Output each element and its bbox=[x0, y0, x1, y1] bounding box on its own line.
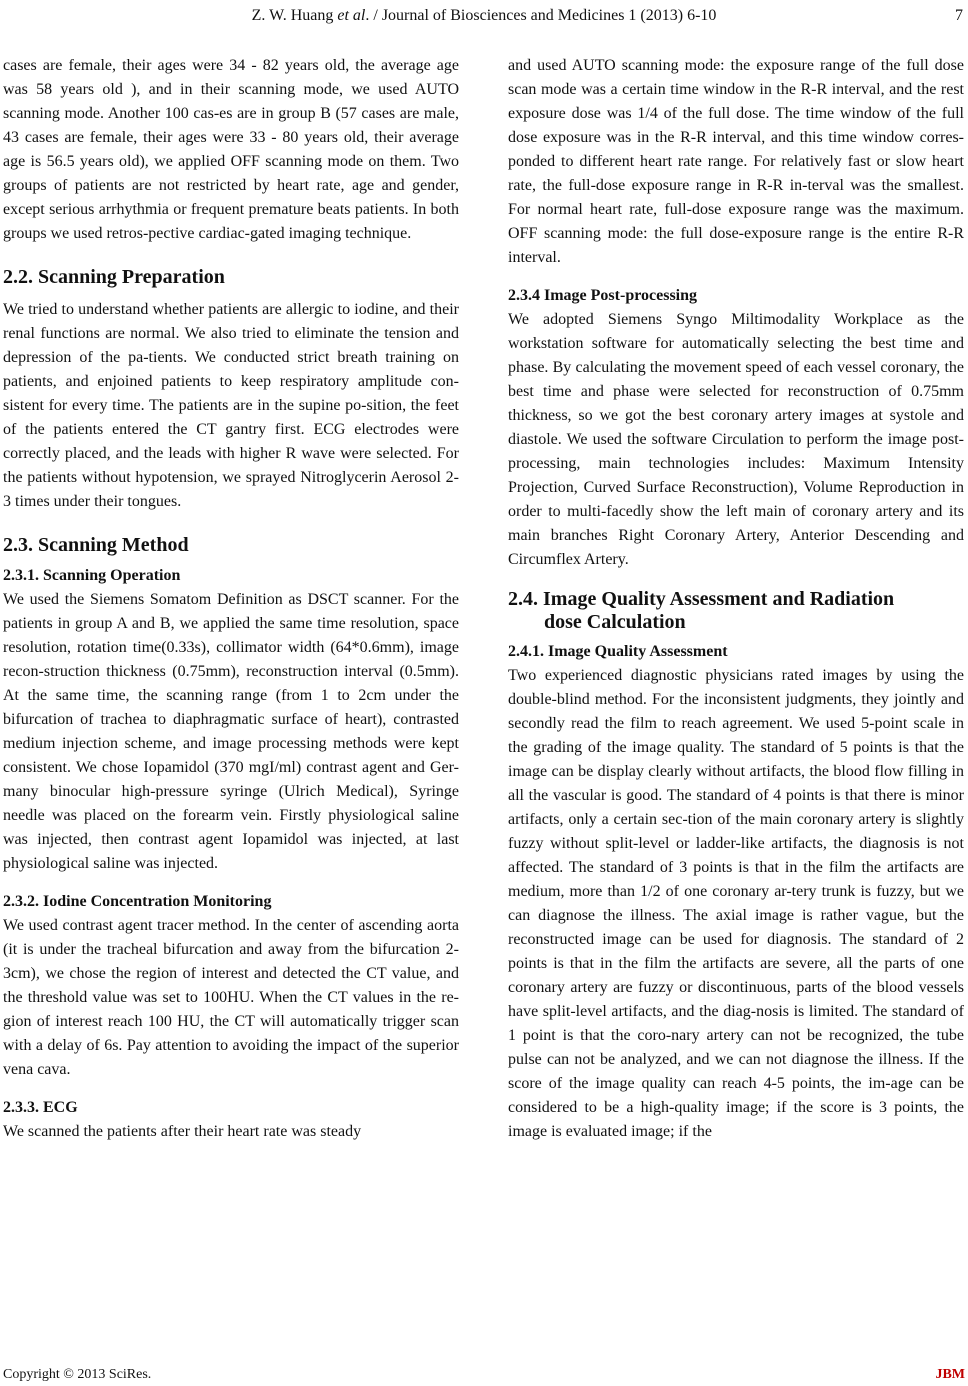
heading-2-4 bbox=[508, 588, 964, 634]
heading-2-3: 2.3. Scanning Method bbox=[3, 534, 189, 556]
journal-abbreviation: JBM bbox=[935, 1367, 965, 1382]
paragraph-continued: and used AUTO scanning mode: the exposure range of the full dose scan mode was a certain time window in the R-R interval, and the rest exposure dose was 1/4 of the full dose. The time window of the full dose exposure was in the R-R interval, and this time window corres-ponded to different heart rate range. For relatively fast or slow heart rate, the full-dose exposure range in R-R in-terval was the smallest. For normal heart rate, full-dose exposure range was the maximum. OFF scanning mode: the full dose-exposure range is the entire R-R interval. bbox=[508, 57, 964, 266]
paragraph-2-3-2: We used contrast agent tracer method. In the center of ascending aorta (it is under the tracheal bifurcation and away from the bifurcation 2-3cm), we chose the region of interest and detected the CT value, and the threshold value was set to 100HU. When the CT values in the re-gion of interest reach 100 HU, the CT will automatically trigger scan with a delay of 6s. Pay attention to avoiding the impact of the superior vena cava. bbox=[3, 917, 459, 1078]
heading-2-3-3: 2.3.3. ECG bbox=[3, 1099, 78, 1116]
heading-2-3-1: 2.3.1. Scanning Operation bbox=[3, 567, 181, 584]
paragraph-2-3-3: We scanned the patients after their heart rate was steady bbox=[3, 1123, 362, 1140]
paragraph-2-2: We tried to understand whether patients are allergic to iodine, and their renal functions are normal. We also tried to eliminate the tension and depression of the pa-tients. We conducted strict breath training on patients, and enjoined patients to keep respiratory amplitude con-sistent for every time. The patients are in the supine po-sition, the feet of the patients entered the CT gantry first. ECG electrodes were correctly placed, and the leads with higher R wave were selected. For the patients without hypotension, we sprayed Nitroglycerin Aerosol 2-3 times under their tongues. bbox=[3, 301, 459, 510]
heading-2-2: 2.2. Scanning Preparation bbox=[3, 266, 225, 288]
paragraph-intro: cases are female, their ages were 34 - 82 years old, the average age was 58 years old ), and in their scanning mode, we used AUTO scanning mode. Another 100 cas-es are in group B (57 cases are male, 43 cases are female, their ages were 33 - 80 years old, their average age is 56.5 years old), we applied OFF scanning mode on them. Two groups of patients are not restricted by heart rate, age and gender, except serious arrhythmia or frequent premature beats patients. In both groups we used retros-pective cardiac-gated imaging technique. bbox=[3, 57, 459, 242]
page-footer bbox=[3, 1366, 965, 1386]
heading-2-4-line1: 2.4. Image Quality Assessment and Radiation bbox=[508, 588, 895, 610]
page-number: 7 bbox=[955, 7, 963, 24]
left-column bbox=[3, 54, 459, 1144]
running-title: Z. W. Huang et al. / Journal of Biosciences and Medicines 1 (2013) 6-10 bbox=[251, 7, 717, 24]
copyright-notice: Copyright © 2013 SciRes. bbox=[3, 1367, 152, 1382]
running-header bbox=[0, 4, 968, 28]
heading-2-4-1: 2.4.1. Image Quality Assessment bbox=[508, 643, 728, 660]
heading-2-4-line2: dose Calculation bbox=[544, 611, 686, 633]
et-al: et al bbox=[337, 7, 366, 24]
paragraph-2-3-4: We adopted Siemens Syngo Miltimodality Workplace as the workstation software for automatically selecting the best time and phase. By calculating the movement speed of each vessel coronary, the best time and phase were selected for reconstruction of 0.75mm thickness, so we got the best coronary artery images at systole and diastole. We used the software Circulation to perform the image post-processing, main technologies includes: Maximum Intensity Projection, Curved Surface Reconstruction), Volume Reproduction in order to multi-facedly show the left main of coronary artery and its main branches Right Coronary Artery, Anterior Descending and Circumflex Artery. bbox=[508, 311, 964, 568]
paragraph-2-3-1: We used the Siemens Somatom Definition as DSCT scanner. For the patients in group A and B, we applied the same time resolution, space resolution, rotation time(0.33s), collimator width (64*0.6mm), image recon-struction thickness (0.75mm), reconstruction interval (0.5mm). At the same time, the scanning range (from 1 to 2cm under the bifurcation of trachea to diaphragmatic surface of heart), contrasted medium injection scheme, and image processing methods were kept consistent. We chose Iopamidol (370 mgI/ml) contrast agent and Ger-many binocular high-pressure syringe (Ulrich Medical), Syringe needle was placed on the forearm vein. Firstly physiological saline was injected, then contrast agent Iopamidol was injected, at last physiological saline was injected. bbox=[3, 591, 459, 872]
heading-2-3-4: 2.3.4 Image Post-processing bbox=[508, 287, 698, 304]
paragraph-2-4-1: Two experienced diagnostic physicians rated images by using the double-blind method. For the inconsistent judgments, they jointly and secondly read the film to reach agreement. We used 5-point scale in the grading of the image quality. The standard of 5 points is that the image can be display clearly without artifacts, the blood flow filling in all the vascular is good. The standard of 4 points is that there is minor artifacts, only a certain sec-tion of the main coronary artery is slightly fuzzy without split-level or ladder-like artifacts, the diagnosis is not affected. The standard of 3 points is that in the film the artifacts are medium, more than 1/2 of one coronary ar-tery trunk is fuzzy, but we can diagnose the illness. The axial image is rather vague, but the reconstructed image can be used for diagnosis. The standard of 2 points is that in the film the artifacts are severe, all the parts of one coronary artery are fuzzy or discontinuous, parts of the blood vessels have split-level artifacts, and the diag-nosis is limited. The standard of 1 point is that the coro-nary artery can not be recognized, the tube pulse can not be analyzed, and we can not diagnose the illness. If the score of the image quality can reach 4-5 points, the im-age can be considered to be a high-quality image; if the score is 3 points, the image is evaluated image; if the bbox=[508, 667, 964, 1140]
heading-2-3-2: 2.3.2. Iodine Concentration Monitoring bbox=[3, 893, 272, 910]
right-column bbox=[508, 54, 964, 1144]
